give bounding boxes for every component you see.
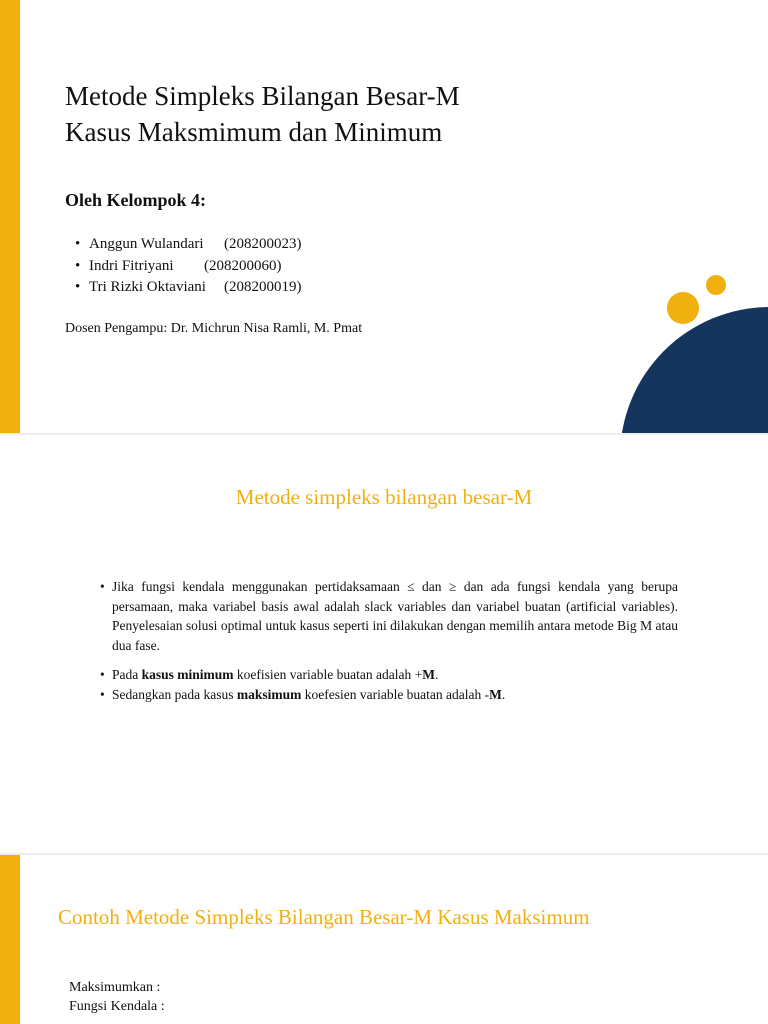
list-item — [75, 277, 302, 299]
bullet: • — [75, 279, 81, 295]
yellow-dot-large-decoration — [667, 292, 699, 324]
list-item — [100, 685, 678, 705]
member-id: (208200060) — [204, 257, 282, 274]
slide-heading: Metode simpleks bilangan besar-M — [235, 485, 533, 509]
lecturer-text: Dosen Pengampu: Dr. Michrun Nisa Ramli, M. Pmat — [65, 321, 363, 336]
text-line: Maksimumkan : — [69, 980, 161, 995]
list-item — [75, 256, 302, 278]
group-heading: Oleh Kelompok 4: — [65, 190, 207, 210]
title-line-2: Kasus Maksmimum dan Minimum — [65, 117, 443, 147]
member-list — [75, 234, 302, 299]
text-run: . — [434, 667, 439, 682]
bold-text: kasus minimum — [141, 667, 234, 682]
page-title — [65, 78, 460, 150]
navy-semicircle-decoration — [620, 307, 768, 433]
bullet: • — [100, 667, 105, 682]
text-run: Pada — [112, 667, 142, 682]
text-line: Fungsi Kendala : — [69, 999, 165, 1014]
slide-heading: Contoh Metode Simpleks Bilangan Besar-M Kasus Maksimum — [58, 905, 590, 929]
bullet: • — [100, 686, 105, 702]
paragraph-text — [112, 685, 678, 705]
bullet: • — [75, 257, 81, 274]
accent-bar — [0, 855, 20, 1024]
list-item — [100, 577, 678, 655]
list-item — [75, 234, 302, 256]
title-line-1: Metode Simpleks Bilangan Besar-M — [65, 81, 460, 111]
slide-definition — [0, 435, 768, 853]
slide-content — [100, 577, 678, 704]
slide-title — [0, 0, 768, 433]
text-run: koefisien variable buatan adalah + — [233, 667, 423, 682]
text-run: Sedangkan pada kasus — [112, 686, 237, 702]
text-run: koefesien variable buatan adalah - — [301, 686, 490, 702]
paragraph-text — [112, 665, 678, 685]
member-id: (208200023) — [224, 236, 302, 252]
paragraph-text: Jika fungsi kendala menggunakan pertidaksamaan ≤ dan ≥ dan ada fungsi kendala yang berupa persamaan, maka variabel basis awal adalah slack variables dan variabel buatan (artificial variables). Penyelesaian solusi optimal untuk kasus seperti ini dilakukan dengan memilih antara metode Big M atau dua fase. — [112, 579, 678, 653]
slide-example — [0, 855, 768, 1024]
yellow-dot-small-decoration — [706, 275, 726, 295]
bold-text: M — [489, 686, 502, 702]
accent-bar — [0, 0, 20, 433]
bullet: • — [75, 236, 81, 252]
bullet: • — [100, 579, 105, 594]
bold-text: maksimum — [236, 686, 302, 702]
bold-text: M — [422, 667, 435, 682]
slide-content — [69, 978, 165, 1016]
list-item — [100, 665, 678, 685]
member-name: Anggun Wulandari — [89, 236, 204, 252]
member-name: Indri Fitriyani — [89, 257, 174, 274]
member-id: (208200019) — [224, 279, 302, 295]
text-run: . — [501, 686, 506, 702]
member-name: Tri Rizki Oktaviani — [89, 279, 206, 295]
